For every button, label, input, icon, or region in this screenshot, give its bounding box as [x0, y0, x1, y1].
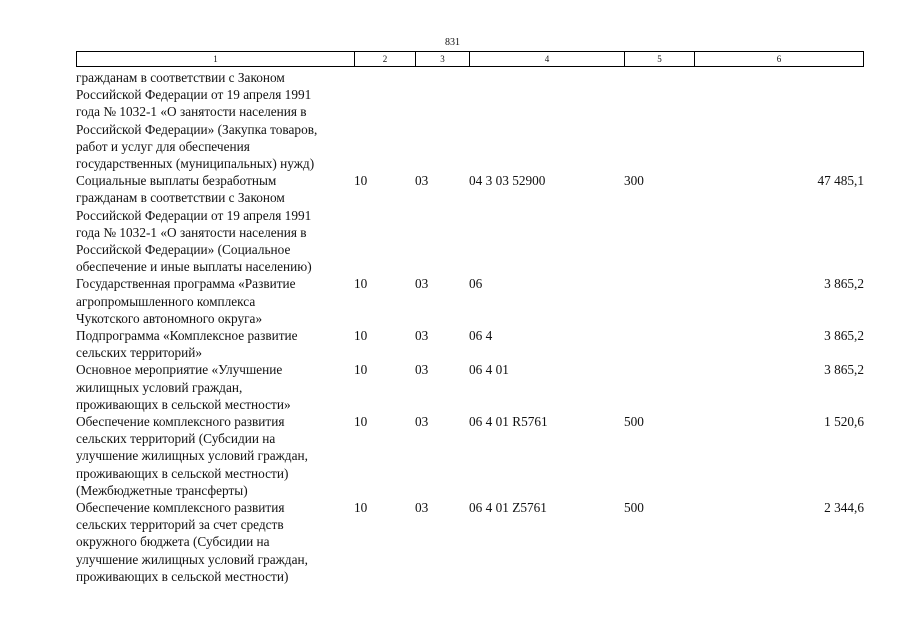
- description-line: гражданам в соответствии с Законом: [76, 70, 285, 85]
- subsection-code: 03: [415, 328, 429, 344]
- column-header-table: [76, 51, 864, 67]
- target-article-code: 06: [469, 276, 483, 292]
- expense-type-code: 500: [624, 414, 644, 430]
- table-row: [76, 327, 866, 361]
- subsection-code: 03: [415, 414, 429, 430]
- row-description: [76, 275, 366, 327]
- description-line: Подпрограмма «Комплексное развитие: [76, 328, 298, 344]
- target-article-code: 06 4 01 Z5761: [469, 500, 547, 516]
- amount: 3 865,2: [824, 276, 864, 292]
- row-description: [76, 413, 366, 499]
- description-line: окружного бюджета (Субсидии на: [76, 534, 270, 550]
- description-line: Российской Федерации от 19 апреля 1991: [76, 87, 312, 103]
- column-header-row: [77, 52, 864, 67]
- expense-type-code: 500: [624, 500, 644, 516]
- row-description: [76, 361, 366, 413]
- row-description: [76, 327, 366, 361]
- table-row: [76, 172, 866, 275]
- column-header-6: 6: [695, 52, 864, 67]
- amount: 3 865,2: [824, 362, 864, 378]
- description-line: обеспечение и иные выплаты населению): [76, 259, 312, 275]
- description-line: Российской Федерации от 19 апреля 1991: [76, 207, 312, 223]
- description-line: Обеспечение комплексного развития: [76, 500, 285, 516]
- description-line: государственных (муниципальных) нужд): [76, 156, 315, 172]
- description-line: (Межбюджетные трансферты): [76, 482, 248, 498]
- column-header-5: 5: [625, 52, 695, 67]
- column-header-4: 4: [470, 52, 625, 67]
- amount: 3 865,2: [824, 328, 864, 344]
- description-line: года № 1032-1 «О занятости населения в: [76, 224, 307, 240]
- amount: 1 520,6: [824, 414, 864, 430]
- section-code: 10: [354, 414, 368, 430]
- row-description: [76, 499, 366, 585]
- section-code: 10: [354, 173, 368, 189]
- description-line: сельских территорий (Субсидии на: [76, 431, 276, 447]
- target-article-code: 06 4: [469, 328, 493, 344]
- description-line: агропромышленного комплекса: [76, 293, 256, 309]
- description-line: гражданам в соответствии с Законом: [76, 190, 285, 206]
- subsection-code: 03: [415, 173, 429, 189]
- expense-type-code: 300: [624, 173, 644, 189]
- description-line: улучшение жилищных условий граждан,: [76, 448, 308, 464]
- description-line: проживающих в сельской местности): [76, 568, 289, 584]
- description-line: проживающих в сельской местности»: [76, 396, 291, 412]
- column-header-1: 1: [77, 52, 355, 67]
- target-article-code: 06 4 01 R5761: [469, 414, 548, 430]
- description-line: Социальные выплаты безработным: [76, 173, 277, 189]
- section-code: 10: [354, 362, 368, 378]
- section-code: 10: [354, 328, 368, 344]
- amount: 2 344,6: [824, 500, 864, 516]
- subsection-code: 03: [415, 500, 429, 516]
- table-row: [76, 499, 866, 585]
- description-line: сельских территорий за счет средств: [76, 517, 284, 533]
- description-line: Обеспечение комплексного развития: [76, 414, 285, 430]
- table-row: [76, 275, 866, 327]
- table-row: [76, 361, 866, 413]
- description-line: Основное мероприятие «Улучшение: [76, 362, 283, 378]
- column-header-2: 2: [355, 52, 416, 67]
- description-line: года № 1032-1 «О занятости населения в: [76, 104, 307, 120]
- description-line: Чукотского автономного округа»: [76, 310, 263, 326]
- table-row: [76, 69, 866, 172]
- subsection-code: 03: [415, 362, 429, 378]
- description-line: жилищных условий граждан,: [76, 379, 243, 395]
- row-description: [76, 69, 366, 172]
- table-row: [76, 413, 866, 499]
- column-header-3: 3: [416, 52, 470, 67]
- section-code: 10: [354, 276, 368, 292]
- description-line: улучшение жилищных условий граждан,: [76, 551, 308, 567]
- target-article-code: 04 3 03 52900: [469, 173, 546, 189]
- description-line: проживающих в сельской местности): [76, 465, 289, 481]
- row-description: [76, 172, 366, 275]
- description-line: Российской Федерации» (Закупка товаров,: [76, 121, 318, 137]
- description-line: Государственная программа «Развитие: [76, 276, 296, 292]
- description-line: Российской Федерации» (Социальное: [76, 242, 291, 258]
- description-line: работ и услуг для обеспечения: [76, 138, 250, 154]
- target-article-code: 06 4 01: [469, 362, 509, 378]
- section-code: 10: [354, 500, 368, 516]
- amount: 47 485,1: [817, 173, 864, 189]
- budget-table-body: [76, 69, 866, 585]
- subsection-code: 03: [415, 276, 429, 292]
- description-line: сельских территорий»: [76, 345, 203, 361]
- page-number: 831: [445, 37, 460, 48]
